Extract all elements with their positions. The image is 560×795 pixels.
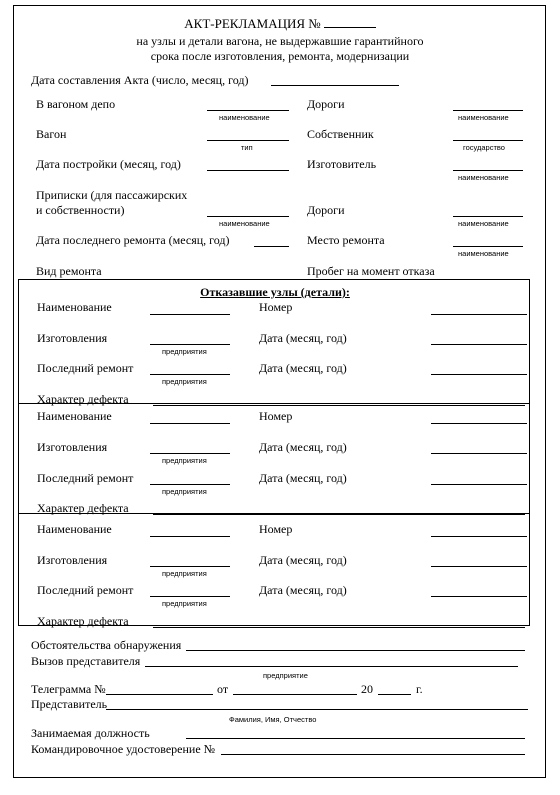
part-number-field[interactable]: [431, 314, 527, 315]
manufacture-date-label: Дата (месяц, год): [259, 331, 347, 345]
rep-call-label: Вызов представителя: [31, 654, 141, 668]
last-repair-date-label: Дата последнего ремонта (месяц, год): [36, 233, 230, 247]
act-date-field[interactable]: [271, 85, 399, 86]
defect-field[interactable]: [153, 627, 525, 628]
last-repair-label: Последний ремонт: [37, 583, 134, 597]
repair-place-field[interactable]: [453, 246, 523, 247]
part-name-label: Наименование: [37, 300, 112, 314]
part-number-label: Номер: [259, 522, 293, 536]
last-repair-field[interactable]: [150, 596, 230, 597]
manufacture-hint: предприятия: [162, 569, 207, 578]
repair-place-hint: наименование: [458, 249, 509, 258]
registration-label-1: Приписки (для пассажирских: [36, 188, 188, 202]
wagon-field[interactable]: [207, 140, 289, 141]
registration-hint: наименование: [219, 219, 270, 228]
telegram-from-label: от: [217, 682, 229, 696]
form-title: АКТ-РЕКЛАМАЦИЯ №: [184, 16, 321, 31]
manufacture-hint: предприятия: [162, 347, 207, 356]
part-number-field[interactable]: [431, 536, 527, 537]
circumstances-label: Обстоятельства обнаружения: [31, 638, 182, 652]
last-repair-label: Последний ремонт: [37, 361, 134, 375]
last-repair-date-label: Дата (месяц, год): [259, 471, 347, 485]
mileage-label: Пробег на момент отказа: [307, 264, 435, 278]
last-repair-date-field[interactable]: [254, 246, 289, 247]
repair-place-label: Место ремонта: [307, 233, 385, 247]
defect-label: Характер дефекта: [37, 614, 129, 628]
last-repair-hint: предприятия: [162, 599, 207, 608]
part-number-label: Номер: [259, 409, 293, 423]
manufacture-hint: предприятия: [162, 456, 207, 465]
last-repair-hint: предприятия: [162, 487, 207, 496]
owner-hint: государство: [463, 143, 505, 152]
certificate-field[interactable]: [221, 754, 525, 755]
manufacture-field[interactable]: [150, 344, 230, 345]
manufacture-date-field[interactable]: [431, 344, 527, 345]
road-label-2: Дороги: [307, 203, 345, 217]
part-number-label: Номер: [259, 300, 293, 314]
act-number-field[interactable]: [324, 17, 376, 28]
repair-type-label: Вид ремонта: [36, 264, 102, 278]
defect-field[interactable]: [153, 514, 525, 515]
telegram-year-field[interactable]: [378, 694, 411, 695]
telegram-date-field[interactable]: [233, 694, 357, 695]
telegram-year-suffix: г.: [416, 682, 423, 696]
depot-hint: наименование: [219, 113, 270, 122]
last-repair-date-field[interactable]: [431, 596, 527, 597]
registration-label-2: и собственности): [36, 203, 125, 217]
form-subtitle-1: на узлы и детали вагона, не выдержавшие гарантийного: [136, 34, 424, 48]
manufacture-field[interactable]: [150, 453, 230, 454]
defect-label: Характер дефекта: [37, 392, 129, 406]
position-label: Занимаемая должность: [31, 726, 150, 740]
last-repair-date-field[interactable]: [431, 484, 527, 485]
registration-field[interactable]: [207, 216, 289, 217]
last-repair-field[interactable]: [150, 484, 230, 485]
last-repair-hint: предприятия: [162, 377, 207, 386]
telegram-year-label: 20: [361, 682, 373, 696]
last-repair-date-label: Дата (месяц, год): [259, 361, 347, 375]
part-name-field[interactable]: [150, 314, 230, 315]
circumstances-field[interactable]: [186, 650, 525, 651]
part-name-label: Наименование: [37, 522, 112, 536]
telegram-number-field[interactable]: [106, 694, 213, 695]
last-repair-date-field[interactable]: [431, 374, 527, 375]
representative-hint: Фамилия, Имя, Отчество: [229, 715, 317, 724]
manufacture-date-field[interactable]: [431, 453, 527, 454]
last-repair-field[interactable]: [150, 374, 230, 375]
manufacture-label: Изготовления: [37, 331, 108, 345]
manufacturer-hint: наименование: [458, 173, 509, 182]
position-field[interactable]: [186, 738, 525, 739]
road-field-2[interactable]: [453, 216, 523, 217]
manufacture-label: Изготовления: [37, 440, 108, 454]
manufacturer-label: Изготовитель: [307, 157, 377, 171]
act-date-label: Дата составления Акта (число, месяц, год): [31, 73, 249, 87]
build-date-field[interactable]: [207, 170, 289, 171]
manufacture-date-field[interactable]: [431, 566, 527, 567]
manufacture-field[interactable]: [150, 566, 230, 567]
road-hint-1: наименование: [458, 113, 509, 122]
part-name-label: Наименование: [37, 409, 112, 423]
road-field-1[interactable]: [453, 110, 523, 111]
representative-field[interactable]: [106, 709, 528, 710]
wagon-label: Вагон: [36, 127, 67, 141]
depot-label: В вагоном депо: [36, 97, 116, 111]
form-subtitle-2: срока после изготовления, ремонта, модернизации: [150, 49, 410, 63]
last-repair-label: Последний ремонт: [37, 471, 134, 485]
representative-label: Представитель: [31, 697, 108, 711]
part-name-field[interactable]: [150, 536, 230, 537]
manufacture-label: Изготовления: [37, 553, 108, 567]
part-number-field[interactable]: [431, 423, 527, 424]
defect-label: Характер дефекта: [37, 501, 129, 515]
last-repair-date-label: Дата (месяц, год): [259, 583, 347, 597]
defect-field[interactable]: [153, 405, 525, 406]
part-name-field[interactable]: [150, 423, 230, 424]
telegram-label: Телеграмма №: [31, 682, 106, 696]
failed-parts-heading: Отказавшие узлы (детали):: [200, 285, 350, 299]
rep-call-hint: предприятие: [263, 671, 308, 680]
build-date-label: Дата постройки (месяц, год): [36, 157, 181, 171]
manufacture-date-label: Дата (месяц, год): [259, 553, 347, 567]
rep-call-field[interactable]: [145, 666, 518, 667]
owner-field[interactable]: [453, 140, 523, 141]
road-hint-2: наименование: [458, 219, 509, 228]
road-label-1: Дороги: [307, 97, 345, 111]
form-title-row: [0, 17, 560, 31]
wagon-hint: тип: [241, 143, 253, 152]
certificate-label: Командировочное удостоверение №: [31, 742, 216, 756]
depot-field[interactable]: [207, 110, 289, 111]
manufacturer-field[interactable]: [453, 170, 523, 171]
manufacture-date-label: Дата (месяц, год): [259, 440, 347, 454]
owner-label: Собственник: [307, 127, 374, 141]
